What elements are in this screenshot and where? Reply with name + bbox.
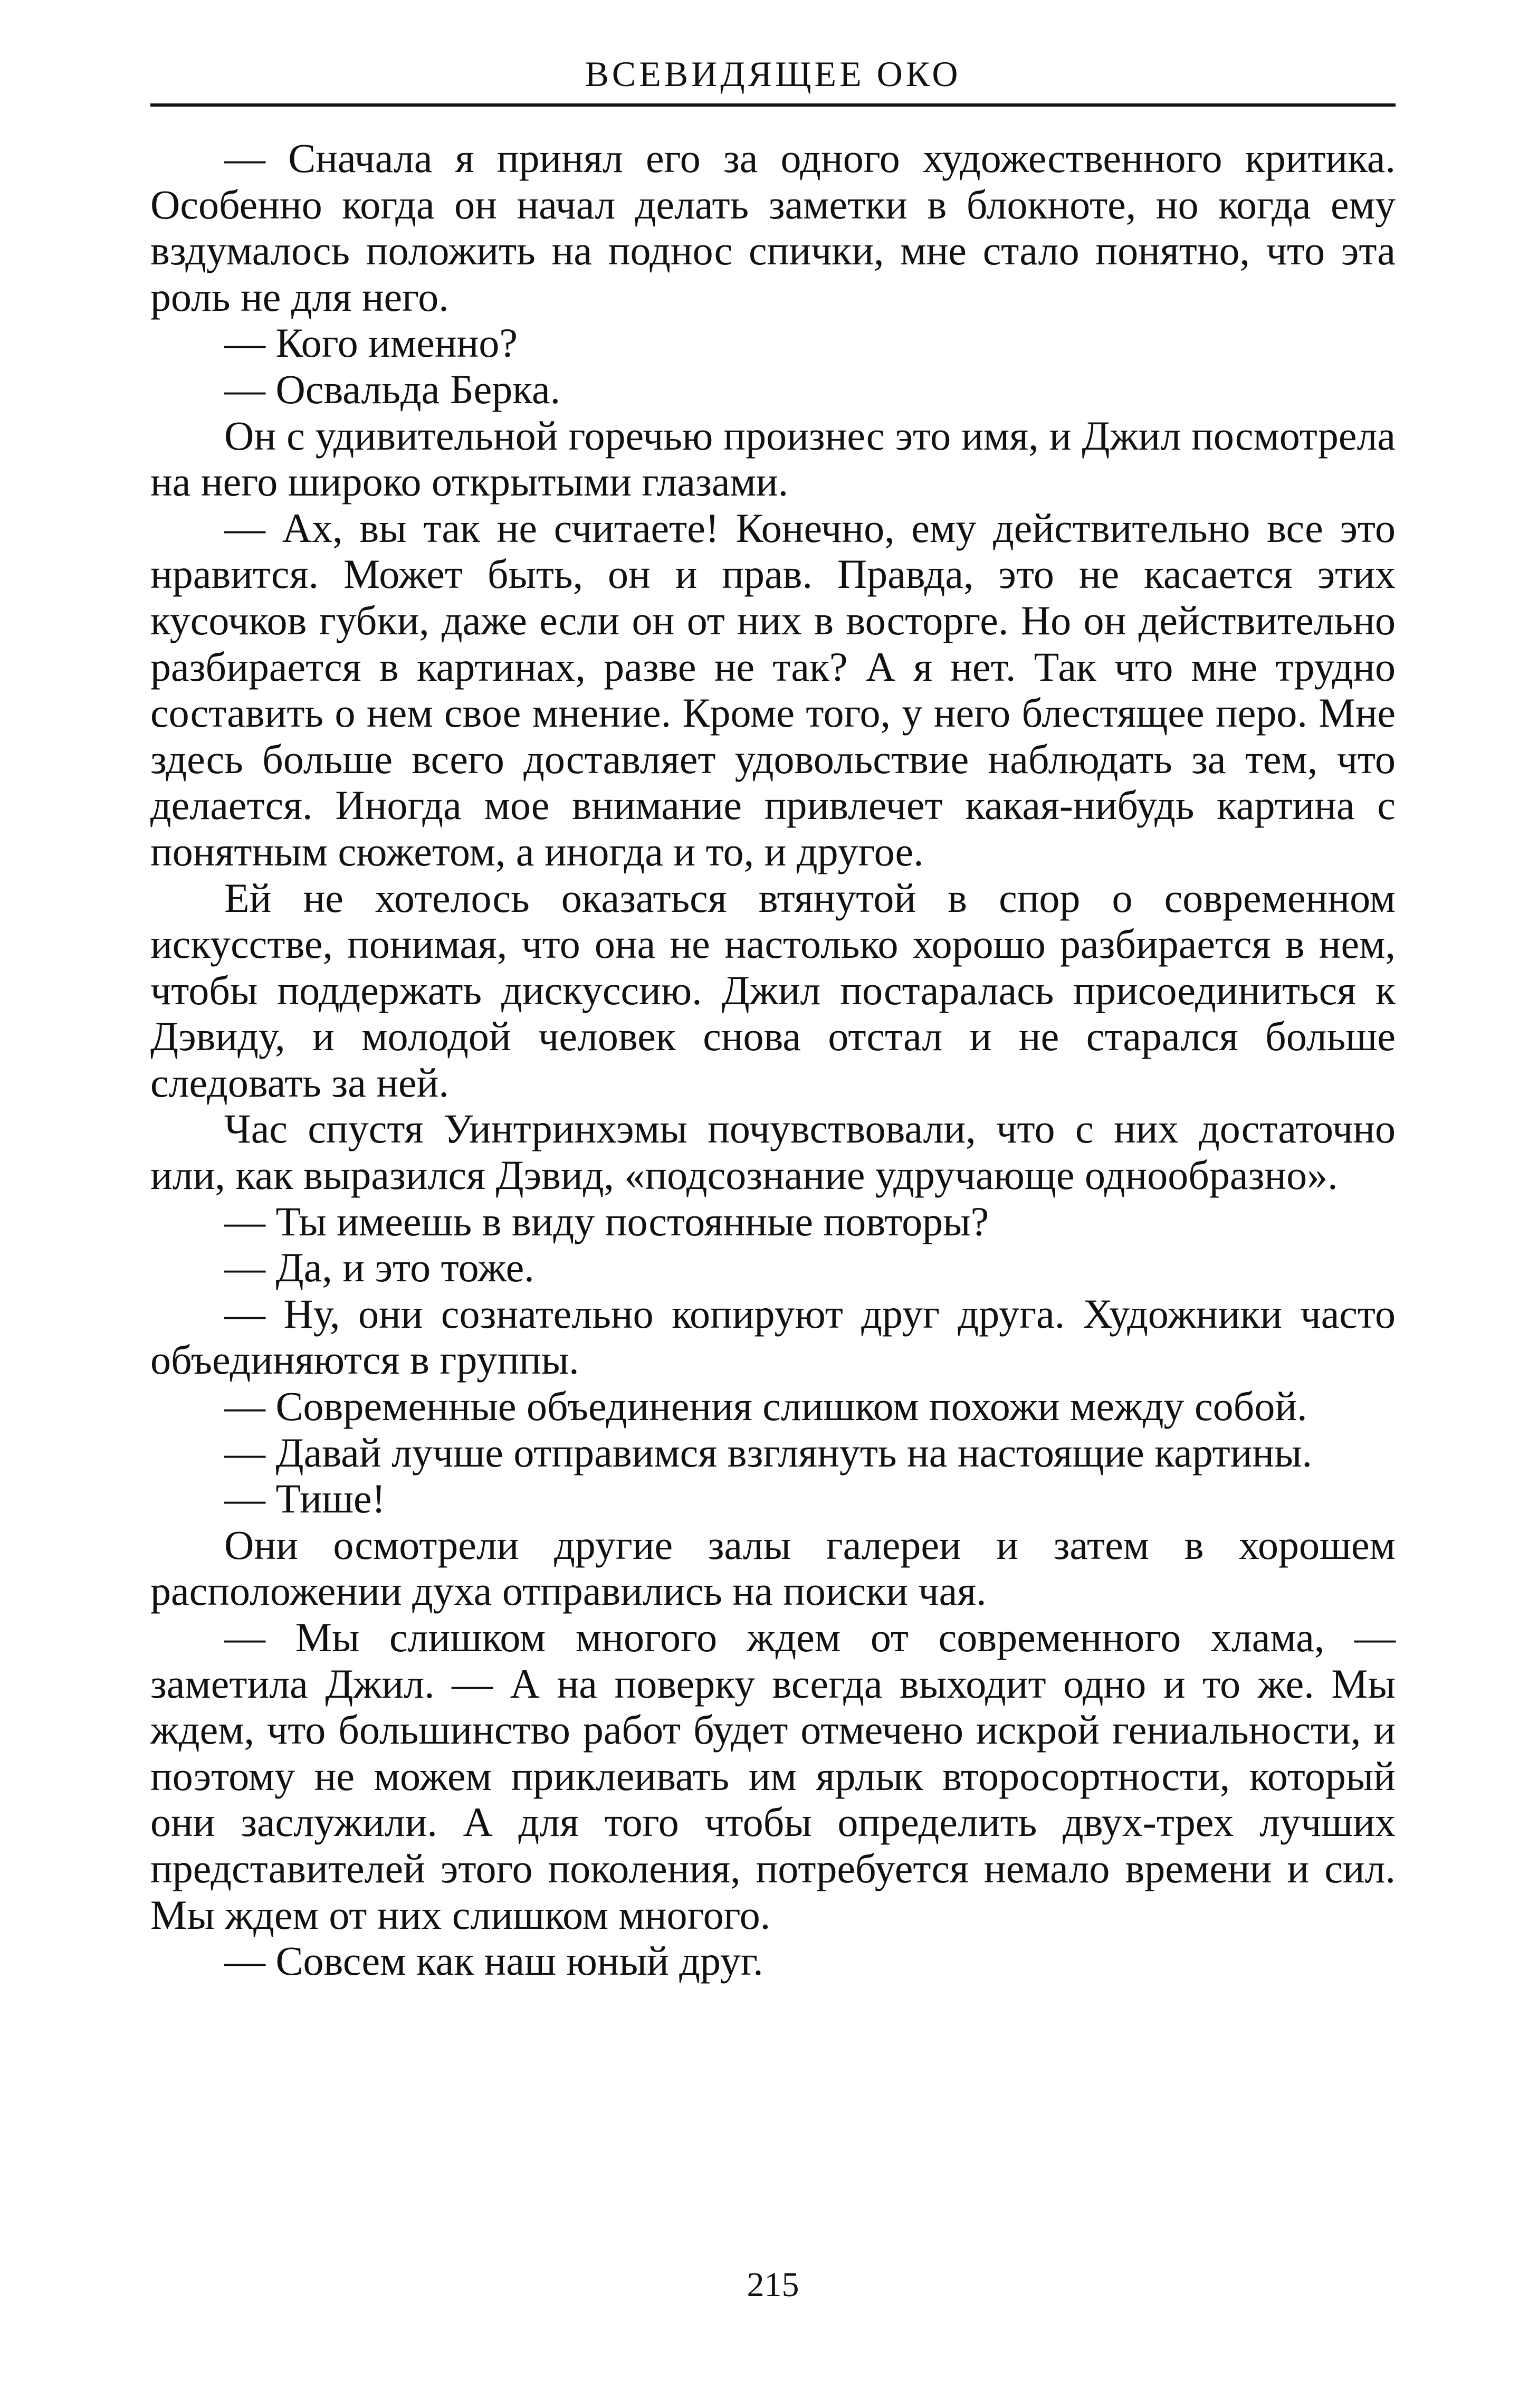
paragraph: — Кого именно? (224, 320, 518, 366)
paragraph: — Тише! (224, 1476, 386, 1522)
paragraph: — Давай лучше отправимся взглянуть на настоящие картины. (224, 1429, 1313, 1476)
paragraph: — Освальда Берка. (224, 366, 561, 412)
paragraph: — Современные объединения слишком похожи между собой. (224, 1383, 1307, 1430)
paragraph: — Ну, они сознательно копируют друг друга. Художники часто объединяются в группы. (150, 1290, 1396, 1383)
body-text (150, 135, 1396, 1984)
header-rule (150, 103, 1396, 107)
paragraph: Ей не хотелось оказаться втянутой в спор о современном искусстве, понимая, что она не настолько хорошо разбирается в нем, чтобы поддержать дискуссию. Джил постаралась присоединиться к Дэвиду, и молодой человек снова отстал и не старался больше следовать за ней. (150, 874, 1396, 1106)
paragraph: — Ах, вы так не считаете! Конечно, ему действительно все это нравится. Может быть, он и прав. Правда, это не касается этих кусочков губки, даже если он от них в восторге. Но он действительно разбирается в картинах, разве не так? А я нет. Так что мне трудно составить о нем свое мнение. Кроме того, у него блестящее перо. Мне здесь больше всего доставляет удовольствие наблюдать за тем, что делается. Иногда мое внимание привлечет какая-нибудь картина с понятным сюжетом, а иногда и то, и другое. (150, 505, 1396, 874)
paragraph: — Да, и это тоже. (224, 1244, 534, 1291)
paragraph: — Мы слишком многого ждем от современного хлама, — заметила Джил. — А на поверку всегда выходит одно и то же. Мы ждем, что большинство работ будет отмечено искрой гениальности, и поэтому не можем приклеивать им ярлык второсортности, который они заслужили. А для того чтобы определить двух-трех лучших представителей этого поколения, потребуется немало времени и сил. Мы ждем от них слишком многого. (150, 1614, 1396, 1938)
page-number: 215 (747, 2266, 799, 2304)
paragraph: — Совсем как наш юный друг. (224, 1938, 763, 1984)
paragraph: Он с удивительной горечью произнес это имя, и Джил посмотрела на него широко открытыми глазами. (150, 412, 1396, 505)
paragraph: — Ты имеешь в виду постоянные повторы? (224, 1198, 989, 1244)
paragraph: Они осмотрели другие залы галереи и затем в хорошем расположении духа отправились на поиски чая. (150, 1521, 1396, 1614)
paragraph: — Сначала я принял его за одного художественного критика. Особенно когда он начал делать заметки в блокноте, но когда ему вздумалось положить на поднос спички, мне стало понятно, что эта роль не для него. (150, 135, 1396, 320)
running-title: ВСЕВИДЯЩЕЕ ОКО (585, 54, 961, 94)
paragraph: Час спустя Уинтринхэмы почувствовали, что с них достаточно или, как выразился Дэвид, «подсознание удручающе однообразно». (150, 1106, 1396, 1198)
